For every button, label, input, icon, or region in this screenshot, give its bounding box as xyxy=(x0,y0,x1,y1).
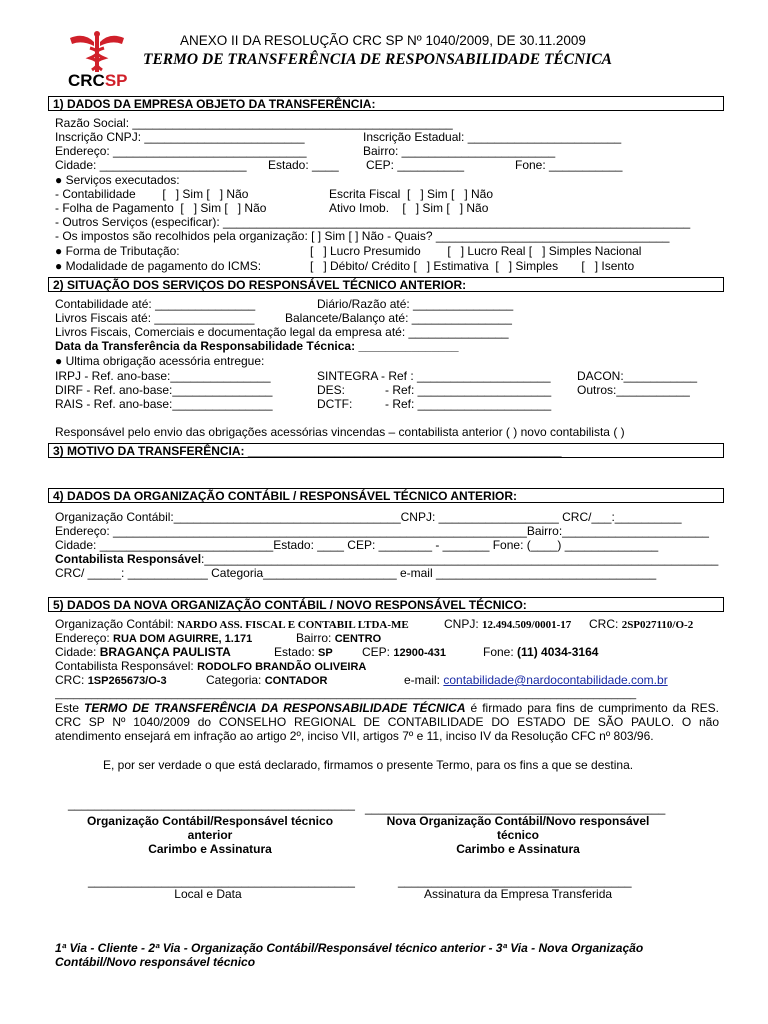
nova-contabilista-value: RODOLFO BRANDÃO OLIVEIRA xyxy=(197,661,367,673)
nova-cep xyxy=(362,645,446,660)
nova-bairro-label: Bairro: xyxy=(296,631,332,645)
declaration-closing: E, por ser verdade o que está declarado, firmamos o presente Termo, para os fins a que se destina. xyxy=(103,758,634,772)
nova-endereco-label: Endereço: xyxy=(55,631,110,645)
nova-crc-label: CRC: xyxy=(589,617,619,631)
nova-bairro xyxy=(296,631,381,646)
razao-social-field[interactable]: Razão Social: ________________________________________________ xyxy=(55,116,453,130)
diario-ate-field[interactable]: Diário/Razão até: _______________ xyxy=(317,297,514,311)
des-label: DES: xyxy=(317,383,346,397)
contabilidade-ate-field[interactable]: Contabilidade até: _______________ xyxy=(55,297,256,311)
section-3-heading[interactable]: 3) MOTIVO DA TRANSFERÊNCIA: _______________________________________________ xyxy=(48,443,724,458)
nova-crc xyxy=(589,617,693,632)
nova-cep-label: CEP: xyxy=(362,645,391,659)
cep-field[interactable]: CEP: __________ xyxy=(366,158,465,172)
tributacao-label: ● Forma de Tributação: xyxy=(55,244,180,258)
nova-endereco xyxy=(55,631,252,646)
signature-left-label-1: Organização Contábil/Responsável técnico xyxy=(86,814,334,828)
fone-field[interactable]: Fone: ___________ xyxy=(515,158,623,172)
nova-bairro-value: CENTRO xyxy=(334,633,382,645)
outros-servicos-field[interactable]: - Outros Serviços (especificar): ______________________________________________________________________ xyxy=(55,215,691,229)
nova-cnpj xyxy=(444,617,571,632)
empresa-signature-line[interactable]: ___________________________________ xyxy=(398,874,632,888)
nova-crc2-value: 1SP265673/O-3 xyxy=(87,675,167,687)
endereco-field[interactable]: Endereço: _____________________________ xyxy=(55,144,307,158)
nova-fone xyxy=(483,645,598,659)
nova-email-label: e-mail: xyxy=(404,673,441,687)
signature-right-label-1: Nova Organização Contábil/Novo responsável xyxy=(386,814,650,828)
nova-org-value: NARDO ASS. FISCAL E CONTABIL LTDA-ME xyxy=(177,619,409,631)
nova-endereco-value: RUA DOM AGUIRRE, 1.171 xyxy=(113,633,253,645)
nova-org-row xyxy=(55,617,409,632)
nova-email-link[interactable]: contabilidade@nardocontabilidade.com.br xyxy=(443,673,668,687)
declaration-este: Este xyxy=(55,701,80,715)
cidade-anterior-field[interactable]: Cidade: __________________________Estado: ____ CEP: ________ - _______ Fone: (____) ______________ xyxy=(55,538,659,552)
footer-vias-line-1: 1ª Via - Cliente - 2ª Via - Organização Contábil/Responsável técnico anterior - 3ª Via - Nova Organização xyxy=(55,941,644,955)
nova-crc2-label: CRC: xyxy=(55,673,85,687)
nova-cidade-label: Cidade: xyxy=(55,645,97,659)
contabilista-anterior-label: Contabilista Responsável xyxy=(55,552,202,566)
nova-estado-value: SP xyxy=(318,647,333,659)
impostos-field[interactable]: - Os impostos são recolhidos pela organização: [ ] Sim [ ] Não - Quais? ___________________________________ xyxy=(55,229,670,243)
irpj-field[interactable]: IRPJ - Ref. ano-base:_______________ xyxy=(55,369,271,383)
cidade-field[interactable]: Cidade: ______________________ xyxy=(55,158,247,172)
footer-vias-line-2: Contábil/Novo responsável técnico xyxy=(55,955,256,969)
annex-line: ANEXO II DA RESOLUÇÃO CRC SP Nº 1040/2009, DE 30.11.2009 xyxy=(180,33,586,48)
dctf-ref-field[interactable]: - Ref: ____________________ xyxy=(385,397,552,411)
inscricao-estadual-field[interactable]: Inscrição Estadual: _______________________ xyxy=(363,130,622,144)
estado-field[interactable]: Estado: ____ xyxy=(268,158,339,172)
section-4-heading: 4) DADOS DA ORGANIZAÇÃO CONTÁBIL / RESPONSÁVEL TÉCNICO ANTERIOR: xyxy=(48,488,724,503)
cnpj-field[interactable]: Inscrição CNPJ: ________________________ xyxy=(55,130,305,144)
dacon-field[interactable]: DACON:___________ xyxy=(577,369,698,383)
livros-fiscais-ate-field[interactable]: Livros Fiscais até: _______________ xyxy=(55,311,255,325)
icms-label: ● Modalidade de pagamento do ICMS: xyxy=(55,259,262,273)
logo-text-crc: CRC xyxy=(68,71,105,90)
nova-cnpj-value: 12.494.509/0001-17 xyxy=(482,619,572,631)
nova-contabilista-label: Contabilista Responsável: xyxy=(55,659,194,673)
declaration-termo: TERMO DE TRANSFERÊNCIA DA RESPONSABILIDADE TÉCNICA xyxy=(84,701,466,715)
responsavel-envio-field[interactable]: Responsável pelo envio das obrigações acessórias vincendas – contabilista anterior ( ) novo contabilista ( ) xyxy=(55,425,625,439)
nova-crc2 xyxy=(55,673,167,688)
caduceus-icon xyxy=(66,30,128,74)
nova-cidade xyxy=(55,645,231,659)
signature-left-label-2: anterior xyxy=(187,828,233,842)
nova-contabilista xyxy=(55,659,366,674)
nova-cep-value: 12900-431 xyxy=(393,647,446,659)
org-anterior-field[interactable]: Organização Contábil:__________________________________CNPJ: __________________ CRC/___:__________ xyxy=(55,510,682,524)
dctf-label: DCTF: xyxy=(317,397,353,411)
contabilidade-option[interactable]: - Contabilidade [ ] Sim [ ] Não xyxy=(55,187,249,201)
nova-cidade-value: BRAGANÇA PAULISTA xyxy=(99,645,231,659)
balancete-ate-field[interactable]: Balancete/Balanço até: _______________ xyxy=(285,311,512,325)
declaration-paragraph xyxy=(55,701,719,743)
icms-options[interactable]: [ ] Débito/ Crédito [ ] Estimativa [ ] Simples [ ] Isento xyxy=(310,259,635,273)
outros-obrigacao-field[interactable]: Outros:___________ xyxy=(577,383,690,397)
bairro-field[interactable]: Bairro: _______________________ xyxy=(363,144,556,158)
servicos-label: ● Serviços executados: xyxy=(55,173,180,187)
section-2-heading: 2) SITUAÇÃO DOS SERVIÇOS DO RESPONSÁVEL TÉCNICO ANTERIOR: xyxy=(48,277,724,292)
dirf-field[interactable]: DIRF - Ref. ano-base:_______________ xyxy=(55,383,273,397)
empresa-signature-label: Assinatura da Empresa Transferida xyxy=(423,887,613,901)
nova-org-label: Organização Contábil: xyxy=(55,617,174,631)
local-data-line[interactable]: ________________________________________ xyxy=(88,874,355,888)
signature-right-label-2: técnico xyxy=(496,828,539,842)
data-transferencia-field[interactable]: Data da Transferência da Responsabilidade Técnica: _______________ xyxy=(55,339,459,353)
tributacao-options[interactable]: [ ] Lucro Presumido [ ] Lucro Real [ ] Simples Nacional xyxy=(310,244,642,258)
signature-line-left[interactable]: ___________________________________________ xyxy=(68,797,355,811)
ultima-obrigacao-label: ● Ultima obrigação acessória entregue: xyxy=(55,354,265,368)
nova-categoria xyxy=(206,673,327,688)
nova-fone-label: Fone: xyxy=(483,645,514,659)
ativo-imob-option[interactable]: Ativo Imob. [ ] Sim [ ] Não xyxy=(329,201,489,215)
nova-email xyxy=(404,673,668,687)
nova-categoria-label: Categoria: xyxy=(206,673,262,687)
separator-rule: _______________________________________________________________________________________________ xyxy=(55,688,637,700)
sintegra-field[interactable]: SINTEGRA - Ref : ____________________ xyxy=(317,369,551,383)
contabilista-anterior-line: :_____________________________________________________________________________ xyxy=(201,552,719,566)
crcsp-logo xyxy=(66,30,128,92)
des-ref-field[interactable]: - Ref: ____________________ xyxy=(385,383,552,397)
nova-estado-label: Estado: xyxy=(274,645,315,659)
rais-field[interactable]: RAIS - Ref. ano-base:_______________ xyxy=(55,397,273,411)
section-5-heading: 5) DADOS DA NOVA ORGANIZAÇÃO CONTÁBIL / NOVO RESPONSÁVEL TÉCNICO: xyxy=(48,597,724,612)
nova-cnpj-label: CNPJ: xyxy=(444,617,479,631)
declaration-rest: é firmado para fins de cumprimento da RES. CRC SP Nº 1040/2009 do CONSELHO REGIONAL DE CONTABILIDADE DO ESTADO DE SÃO PAULO. O não atendimento ensejará em infração ao artigo 2º, inciso VII, artigos 7º e 11, inciso IV da Resolução CFC nº 803/96. xyxy=(55,701,720,743)
local-data-label: Local e Data xyxy=(174,887,242,901)
livros-comerciais-field[interactable]: Livros Fiscais, Comerciais e documentação legal da empresa até: _______________ xyxy=(55,325,509,339)
contabilista-anterior-field[interactable] xyxy=(55,552,718,566)
signature-line-right[interactable]: _____________________________________________ xyxy=(365,801,666,815)
nova-fone-value: (11) 4034-3164 xyxy=(517,645,599,659)
logo-text-sp: SP xyxy=(104,71,128,90)
section-1-heading: 1) DADOS DA EMPRESA OBJETO DA TRANSFERÊNCIA: xyxy=(48,96,724,111)
folha-pagamento-option[interactable]: - Folha de Pagamento [ ] Sim [ ] Não xyxy=(55,201,267,215)
crc-anterior-field[interactable]: CRC/ _____: ____________ Categoria____________________ e-mail _________________________________ xyxy=(55,566,657,580)
signature-right-label-3: Carimbo e Assinatura xyxy=(456,842,580,856)
nova-crc-value: 2SP027110/O-2 xyxy=(621,619,694,631)
endereco-anterior-field[interactable]: Endereço: ______________________________________________________________Bairro:______________________ xyxy=(55,524,709,538)
escrita-fiscal-option[interactable]: Escrita Fiscal [ ] Sim [ ] Não xyxy=(329,187,494,201)
signature-left-label-3: Carimbo e Assinatura xyxy=(148,842,272,856)
nova-categoria-value: CONTADOR xyxy=(264,675,328,687)
nova-estado xyxy=(274,645,333,660)
page-title: TERMO DE TRANSFERÊNCIA DE RESPONSABILIDADE TÉCNICA xyxy=(143,51,613,68)
